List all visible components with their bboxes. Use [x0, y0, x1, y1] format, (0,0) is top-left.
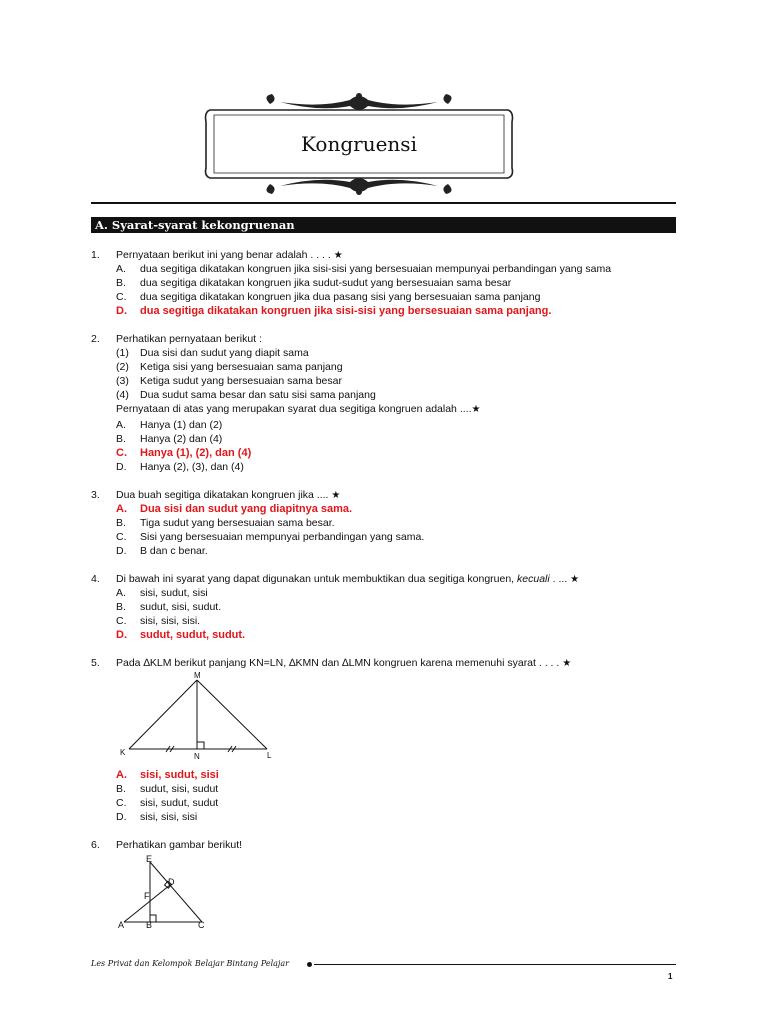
statement-text: Ketiga sudut yang bersesuaian sama besar: [140, 375, 342, 387]
option-text: dua segitiga dikatakan kongruen jika sisi-sisi yang bersesuaian mempunyai perbandingan yang sama: [140, 263, 612, 275]
footer-rule: [314, 964, 676, 965]
star-icon: ★: [471, 404, 481, 415]
triangle-figure-q6: [112, 852, 212, 932]
correct-option-text: sudut, sudut, sudut.: [140, 629, 246, 641]
statement-text: Dua sudut sama besar dan satu sisi sama panjang: [140, 389, 376, 401]
option-text: sisi, sisi, sisi.: [140, 615, 201, 627]
question-stem: Dua buah segitiga dikatakan kongruen jika .... ★: [116, 489, 341, 501]
vertex-label-k: K: [120, 748, 126, 757]
vertex-label-c: C: [198, 920, 205, 930]
option-text: Hanya (1) dan (2): [140, 419, 223, 431]
side-lm: [197, 680, 267, 749]
question-number: 1.: [91, 249, 100, 261]
option-text: sisi, sisi, sisi: [140, 811, 198, 823]
option-text: sudut, sisi, sudut.: [140, 601, 222, 613]
question-number: 4.: [91, 573, 100, 585]
correct-option-text: Hanya (1), (2), dan (4): [140, 447, 252, 459]
option-letter: B.: [116, 517, 126, 529]
side-ec: [150, 862, 202, 922]
option-text: sisi, sudut, sudut: [140, 797, 219, 809]
option-letter: C.: [116, 797, 127, 809]
vertex-label-f: F: [144, 891, 150, 901]
question-stem: Perhatikan pernyataan berikut :: [116, 333, 262, 345]
question-number: 6.: [91, 839, 100, 851]
footer-dot: [307, 962, 312, 967]
correct-option-letter: A.: [116, 769, 127, 781]
right-angle-mark: [197, 742, 204, 749]
correct-option-letter: C.: [116, 447, 127, 459]
option-text: dua segitiga dikatakan kongruen jika sudut-sudut yang bersesuaian sama besar: [140, 277, 512, 289]
correct-option-letter: A.: [116, 503, 127, 515]
option-letter: B.: [116, 783, 126, 795]
correct-option-text: sisi, sudut, sisi: [140, 769, 219, 781]
vertex-label-m: M: [194, 671, 201, 680]
vertex-label-a: A: [118, 920, 125, 930]
question-stem: Perhatikan gambar berikut!: [116, 839, 243, 851]
option-text: B dan c benar.: [140, 545, 208, 557]
vertex-label-d: D: [168, 877, 175, 887]
statement-text: Dua sisi dan sudut yang diapit sama: [140, 347, 309, 359]
option-letter: A.: [116, 419, 126, 431]
question-number: 2.: [91, 333, 100, 345]
footer-text: Les Privat dan Kelompok Belajar Bintang Pelajar: [91, 959, 289, 968]
statement-number: (2): [116, 361, 129, 373]
statement-number: (4): [116, 389, 129, 401]
option-letter: C.: [116, 531, 127, 543]
option-letter: A.: [116, 587, 126, 599]
side-km: [129, 680, 197, 749]
star-icon: ★: [570, 574, 580, 585]
section-heading: A. Syarat-syarat kekongruenan: [91, 217, 676, 233]
option-letter: A.: [116, 263, 126, 275]
option-text: sudut, sisi, sudut: [140, 783, 219, 795]
question-stem: Pernyataan berikut ini yang benar adalah . . . . ★: [116, 249, 343, 261]
page-number: 1: [668, 972, 673, 981]
page-title: Kongruensi: [301, 132, 417, 156]
statement-text: Ketiga sisi yang bersesuaian sama panjang: [140, 361, 343, 373]
vertex-label-e: E: [146, 854, 153, 864]
question-stem: Di bawah ini syarat yang dapat digunakan untuk membuktikan dua segitiga kongruen, kecuali . ... ★: [116, 573, 580, 585]
star-icon: ★: [562, 658, 572, 669]
option-letter: D.: [116, 545, 127, 557]
option-letter: C.: [116, 615, 127, 627]
correct-option-letter: D.: [116, 305, 127, 317]
correct-option-text: dua segitiga dikatakan kongruen jika sisi-sisi yang bersesuaian sama panjang.: [140, 305, 552, 317]
option-text: Sisi yang bersesuaian mempunyai perbandingan yang sama.: [140, 531, 425, 543]
question-stem: Pada ∆KLM berikut panjang KN=LN, ∆KMN dan ∆LMN kongruen karena memenuhi syarat . . . . ★: [116, 657, 572, 669]
option-letter: B.: [116, 433, 126, 445]
option-text: dua segitiga dikatakan kongruen jika dua pasang sisi yang bersesuaian sama panjang: [140, 291, 541, 303]
star-icon: ★: [331, 490, 341, 501]
statement-number: (1): [116, 347, 129, 359]
correct-option-letter: D.: [116, 629, 127, 641]
vertex-label-b: B: [146, 920, 153, 930]
vertex-label-n: N: [194, 752, 200, 761]
option-text: Tiga sudut yang bersesuaian sama besar.: [140, 517, 335, 529]
vertex-label-l: L: [267, 751, 272, 760]
question-stem-continued: Pernyataan di atas yang merupakan syarat dua segitiga kongruen adalah ....★: [116, 403, 481, 415]
question-number: 3.: [91, 489, 100, 501]
option-letter: B.: [116, 277, 126, 289]
option-letter: D.: [116, 811, 127, 823]
option-letter: D.: [116, 461, 127, 473]
title-rule: [91, 202, 676, 204]
correct-option-text: Dua sisi dan sudut yang diapitnya sama.: [140, 503, 353, 515]
triangle-klm-figure: [112, 670, 282, 762]
statement-number: (3): [116, 375, 129, 387]
star-icon: ★: [333, 250, 343, 261]
option-letter: C.: [116, 291, 127, 303]
option-text: Hanya (2) dan (4): [140, 433, 223, 445]
question-number: 5.: [91, 657, 100, 669]
option-letter: B.: [116, 601, 126, 613]
option-text: sisi, sudut, sisi: [140, 587, 208, 599]
option-text: Hanya (2), (3), dan (4): [140, 461, 244, 473]
